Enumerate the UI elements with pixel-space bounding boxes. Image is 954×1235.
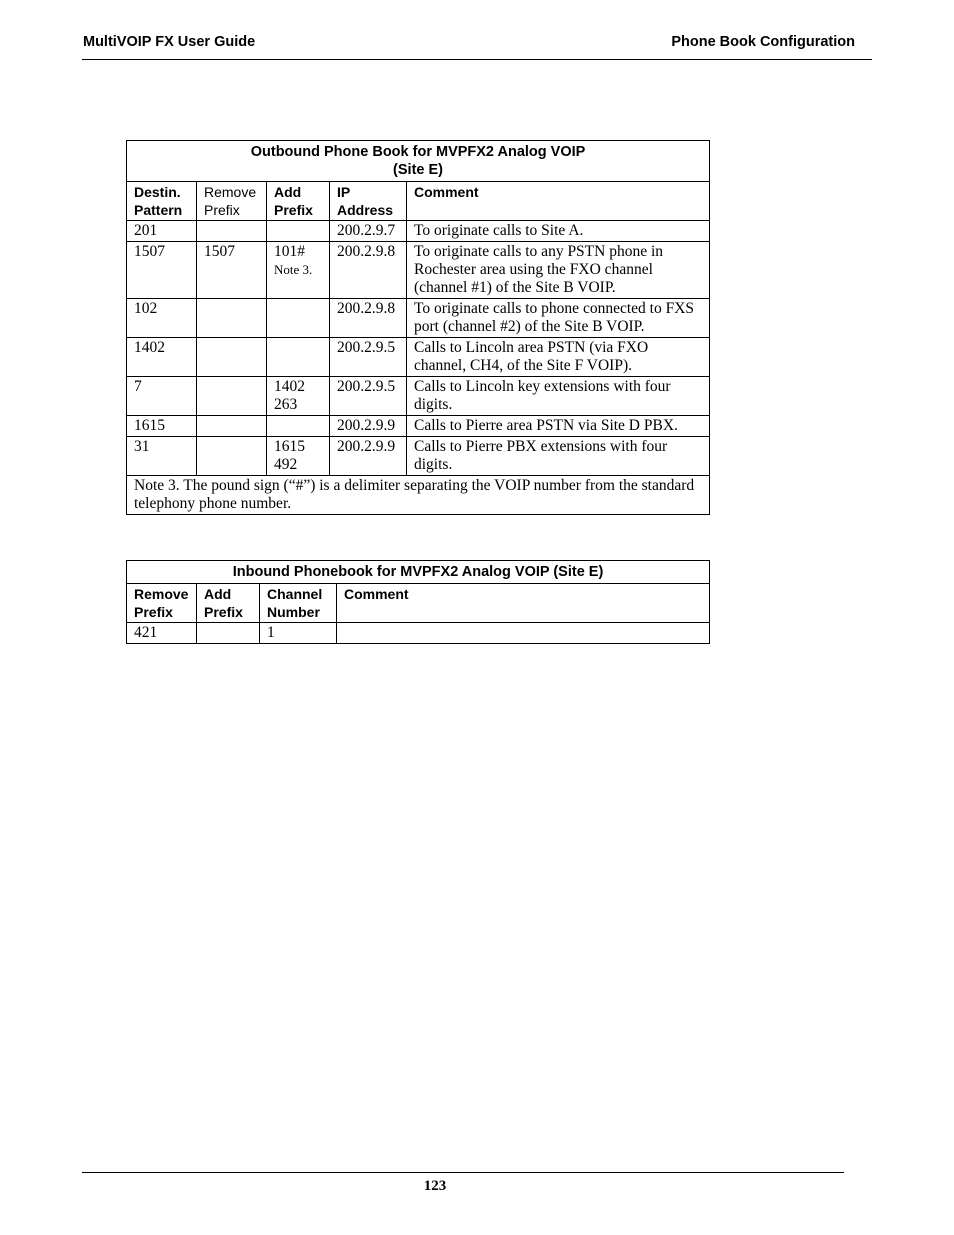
add-prefix-cell	[267, 242, 330, 299]
add-prefix-cell	[267, 338, 330, 377]
add-prefix-value: 101#	[274, 243, 305, 260]
running-header-title: MultiVOIP FX User Guide	[83, 34, 256, 50]
ip-address-cell: 200.2.9.5	[330, 338, 407, 377]
add-prefix-cell	[267, 221, 330, 242]
inbound-phonebook-table	[126, 560, 710, 644]
footer-divider	[82, 1172, 844, 1173]
add-prefix-cell	[267, 416, 330, 437]
table-row	[127, 242, 710, 299]
comment-cell: Calls to Pierre PBX extensions with four digits.	[407, 437, 710, 476]
inbound-header-row	[127, 584, 710, 623]
table-row	[127, 416, 710, 437]
remove-prefix-cell	[197, 416, 267, 437]
comment-cell: Calls to Lincoln key extensions with four digits.	[407, 377, 710, 416]
add-prefix-cell	[267, 437, 330, 476]
column-header-channel-number: Channel Number	[260, 584, 337, 623]
add-prefix-cell	[197, 623, 260, 644]
ip-address-cell: 200.2.9.8	[330, 299, 407, 338]
column-header-add-prefix: Add Prefix	[197, 584, 260, 623]
remove-prefix-cell: 1507	[197, 242, 267, 299]
column-header-ip-address: IP Address	[330, 182, 407, 221]
add-prefix-cell	[267, 377, 330, 416]
ip-address-cell: 200.2.9.9	[330, 416, 407, 437]
add-prefix-value-2: 492	[274, 456, 298, 473]
outbound-phonebook-table	[126, 140, 710, 515]
table-row	[127, 338, 710, 377]
page-number: 123	[423, 1178, 447, 1194]
column-header-remove-prefix: Remove Prefix	[197, 182, 267, 221]
table-row	[127, 377, 710, 416]
outbound-title-line2: (Site E)	[393, 162, 443, 178]
ip-address-cell: 200.2.9.5	[330, 377, 407, 416]
ip-address-cell: 200.2.9.8	[330, 242, 407, 299]
column-header-remove-prefix: Remove Prefix	[127, 584, 197, 623]
add-prefix-value: 1615	[274, 438, 305, 455]
inbound-table-title: Inbound Phonebook for MVPFX2 Analog VOIP (Site E)	[127, 561, 710, 584]
outbound-table-title	[127, 141, 710, 182]
comment-cell: To originate calls to phone connected to FXS port (channel #2) of the Site B VOIP.	[407, 299, 710, 338]
remove-prefix-cell	[197, 299, 267, 338]
comment-cell: To originate calls to Site A.	[407, 221, 710, 242]
remove-prefix-cell: 421	[127, 623, 197, 644]
comment-cell: Calls to Lincoln area PSTN (via FXO channel, CH4, of the Site F VOIP).	[407, 338, 710, 377]
ip-address-cell: 200.2.9.7	[330, 221, 407, 242]
note-row	[127, 476, 710, 515]
column-header-comment: Comment	[407, 182, 710, 221]
destin-pattern-cell: 201	[127, 221, 197, 242]
table-row	[127, 221, 710, 242]
channel-number-cell: 1	[260, 623, 337, 644]
table-row	[127, 437, 710, 476]
outbound-title-line1: Outbound Phone Book for MVPFX2 Analog VOIP	[250, 144, 586, 160]
destin-pattern-cell: 7	[127, 377, 197, 416]
add-prefix-value: 1402	[274, 378, 305, 395]
table-row	[127, 623, 710, 644]
remove-prefix-cell	[197, 338, 267, 377]
destin-pattern-cell: 1507	[127, 242, 197, 299]
column-header-destin-pattern: Destin. Pattern	[127, 182, 197, 221]
add-prefix-value-2: 263	[274, 396, 298, 413]
destin-pattern-cell: 1615	[127, 416, 197, 437]
add-prefix-note: Note 3.	[274, 262, 313, 277]
comment-cell: To originate calls to any PSTN phone in Rochester area using the FXO channel (channel #1) of the Site B VOIP.	[407, 242, 710, 299]
destin-pattern-cell: 102	[127, 299, 197, 338]
ip-address-cell: 200.2.9.9	[330, 437, 407, 476]
column-header-add-prefix: Add Prefix	[267, 182, 330, 221]
remove-prefix-cell	[197, 377, 267, 416]
remove-prefix-cell	[197, 437, 267, 476]
header-divider	[82, 59, 872, 60]
outbound-header-row	[127, 182, 710, 221]
destin-pattern-cell: 31	[127, 437, 197, 476]
running-header-section: Phone Book Configuration	[671, 34, 855, 50]
destin-pattern-cell: 1402	[127, 338, 197, 377]
comment-cell: Calls to Pierre area PSTN via Site D PBX.	[407, 416, 710, 437]
comment-cell	[337, 623, 710, 644]
remove-prefix-cell	[197, 221, 267, 242]
table-note: Note 3. The pound sign (“#”) is a delimiter separating the VOIP number from the standard telephony phone number.	[127, 476, 710, 515]
table-row	[127, 299, 710, 338]
column-header-comment: Comment	[337, 584, 710, 623]
add-prefix-cell	[267, 299, 330, 338]
